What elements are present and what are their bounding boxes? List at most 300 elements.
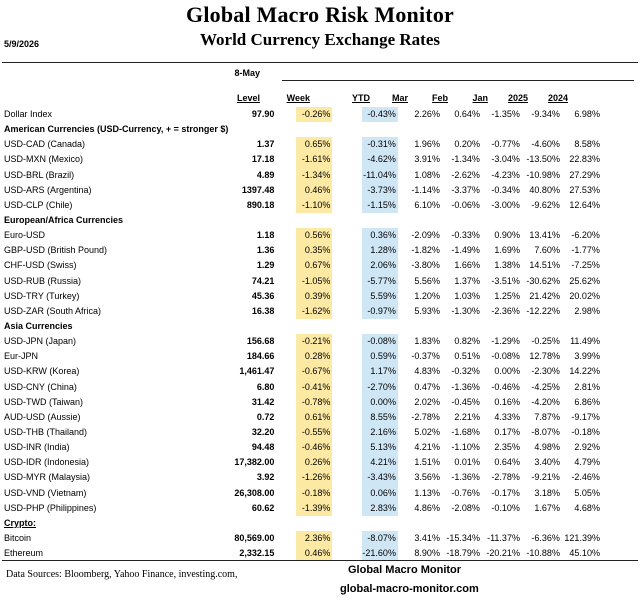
ytd-change-cell — [362, 516, 398, 531]
header-rule — [282, 80, 634, 81]
level-cell: 1,461.47 — [239, 366, 275, 377]
table-row — [2, 334, 600, 349]
spacer — [332, 243, 362, 258]
ytd-change-cell: 5.13% — [362, 440, 398, 455]
mar-change-cell: -1.14% — [411, 184, 440, 195]
y2024-change-cell: 2.92% — [574, 442, 600, 453]
y2025-change-cell: -6.36% — [531, 533, 560, 543]
spacer — [274, 364, 296, 379]
jan-change-cell: -0.77% — [491, 139, 520, 150]
y2024-change-cell: -2.46% — [571, 472, 600, 483]
week-change-cell: 2.36% — [296, 531, 332, 546]
spacer — [274, 470, 296, 485]
feb-change-cell: -1.10% — [451, 442, 480, 453]
mar-change-cell: 1.83% — [414, 336, 440, 347]
ytd-change-cell: -1.15% — [362, 198, 398, 213]
table-row — [2, 486, 600, 501]
mar-change-cell: -0.37% — [411, 351, 440, 362]
spacer — [274, 455, 296, 470]
y2024-change-cell: -6.20% — [571, 230, 600, 241]
feb-change-cell — [440, 516, 480, 531]
data-sources: Data Sources: Bloomberg, Yahoo Finance, investing.com, — [6, 569, 238, 580]
y2025-change-cell — [520, 516, 560, 531]
jan-change-cell: 0.16% — [494, 396, 520, 407]
level-cell: 0.72 — [256, 411, 275, 422]
fx-table — [2, 107, 600, 561]
mar-change-cell: 1.13% — [414, 487, 440, 498]
row-label: USD-KRW (Korea) — [4, 366, 80, 377]
y2025-change-cell: 13.41% — [529, 230, 560, 241]
level-cell: 16.38 — [251, 305, 275, 316]
mar-change-cell — [402, 319, 440, 334]
level-cell: 17,382.00 — [234, 457, 275, 468]
spacer — [274, 304, 296, 319]
mar-change-cell: -1.82% — [411, 245, 440, 256]
row-label: USD-THB (Thailand) — [4, 427, 88, 438]
table-row — [2, 168, 600, 183]
section-header — [2, 213, 600, 228]
level-cell: 26,308.00 — [234, 487, 275, 498]
spacer — [274, 183, 296, 198]
y2024-change-cell: 6.98% — [574, 109, 600, 120]
spacer — [274, 243, 296, 258]
ytd-change-cell — [362, 319, 398, 334]
week-change-cell: 0.46% — [296, 183, 332, 198]
spacer — [332, 349, 362, 364]
page-subtitle: World Currency Exchange Rates — [199, 30, 441, 49]
mar-change-cell: -2.78% — [411, 411, 440, 422]
feb-change-cell: 1.37% — [454, 275, 480, 286]
spacer — [332, 380, 362, 395]
spacer — [274, 152, 296, 167]
ytd-change-cell: -5.77% — [362, 274, 398, 289]
y2024-change-cell: 45.10% — [569, 548, 600, 559]
level-cell: 32.20 — [251, 427, 275, 438]
spacer — [332, 183, 362, 198]
feb-change-cell: 1.66% — [454, 260, 480, 271]
row-label: USD-ARS (Argentina) — [4, 184, 92, 195]
ytd-change-cell: -0.43% — [362, 107, 398, 122]
spacer — [274, 410, 296, 425]
level-cell — [228, 213, 274, 228]
mar-change-cell — [402, 122, 440, 137]
spacer — [332, 289, 362, 304]
level-cell: 60.62 — [251, 502, 275, 513]
ytd-change-cell: -2.70% — [362, 380, 398, 395]
table-row — [2, 198, 600, 213]
spacer — [332, 107, 362, 122]
spacer — [274, 213, 296, 228]
level-cell — [228, 319, 274, 334]
section-label: Asia Currencies — [4, 321, 73, 332]
spacer — [332, 152, 362, 167]
col-header-jan: Jan — [472, 93, 488, 103]
table-row — [2, 228, 600, 243]
week-change-cell: -0.18% — [296, 486, 332, 501]
level-cell — [228, 122, 274, 137]
spacer — [274, 258, 296, 273]
row-label: USD-INR (India) — [4, 442, 70, 453]
feb-change-cell: 0.01% — [454, 457, 480, 468]
y2024-change-cell — [560, 213, 600, 228]
week-change-cell: -0.67% — [296, 364, 332, 379]
jan-change-cell — [480, 213, 520, 228]
y2025-change-cell: -12.22% — [526, 305, 560, 316]
level-cell: 1.29 — [256, 260, 275, 271]
col-header-level: Level — [236, 93, 260, 103]
jan-change-cell: 0.17% — [494, 427, 520, 438]
feb-change-cell: 0.82% — [454, 336, 480, 347]
spacer — [332, 410, 362, 425]
feb-change-cell: -1.36% — [451, 381, 480, 392]
table-row — [2, 470, 600, 485]
ytd-change-cell: 0.36% — [362, 228, 398, 243]
jan-change-cell: -1.29% — [491, 336, 520, 347]
week-change-cell: -1.61% — [296, 152, 332, 167]
feb-change-cell: 1.03% — [454, 290, 480, 301]
feb-change-cell: -1.30% — [451, 305, 480, 316]
row-label: USD-TWD (Taiwan) — [4, 396, 84, 407]
level-cell — [228, 516, 274, 531]
col-header-2024: 2024 — [547, 93, 568, 103]
y2025-change-cell: 40.80% — [529, 184, 560, 195]
mar-change-cell: 5.56% — [414, 275, 440, 286]
mar-change-cell: 3.91% — [414, 154, 440, 165]
jan-change-cell: 0.00% — [494, 366, 520, 377]
spacer — [332, 425, 362, 440]
level-date-label: 8-May — [234, 68, 260, 78]
y2025-change-cell — [520, 122, 560, 137]
feb-change-cell: -18.79% — [446, 548, 480, 559]
top-rule — [2, 62, 638, 63]
level-cell: 74.21 — [251, 275, 275, 286]
y2025-change-cell: -10.88% — [526, 548, 560, 559]
mar-change-cell: 4.21% — [414, 442, 440, 453]
ytd-change-cell — [362, 122, 398, 137]
y2024-change-cell: -7.25% — [571, 260, 600, 271]
level-cell: 156.68 — [246, 336, 275, 347]
section-label: American Currencies (USD-Currency, + = stronger $) — [4, 124, 229, 135]
y2024-change-cell: 14.22% — [569, 366, 600, 377]
level-cell: 3.92 — [256, 472, 275, 483]
row-label: USD-CAD (Canada) — [4, 139, 86, 150]
y2025-change-cell: 21.42% — [529, 290, 560, 301]
col-header-mar: Mar — [391, 93, 408, 103]
week-change-cell: 0.39% — [296, 289, 332, 304]
table-row — [2, 304, 600, 319]
table-row — [2, 243, 600, 258]
spacer — [332, 274, 362, 289]
mar-change-cell: -3.80% — [411, 260, 440, 271]
ytd-change-cell: 5.59% — [362, 289, 398, 304]
table-row — [2, 380, 600, 395]
col-header-ytd: YTD — [352, 93, 370, 103]
row-label: USD-ZAR (South Africa) — [4, 305, 102, 316]
y2024-change-cell: 5.05% — [574, 487, 600, 498]
row-label: USD-VND (Vietnam) — [4, 487, 87, 498]
y2024-change-cell: 12.64% — [569, 199, 600, 210]
row-label: USD-IDR (Indonesia) — [4, 457, 90, 468]
table-row — [2, 501, 600, 516]
y2024-change-cell: 22.83% — [569, 154, 600, 165]
table-row — [2, 152, 600, 167]
spacer — [274, 486, 296, 501]
spacer — [274, 274, 296, 289]
brand-name: Global Macro Monitor — [348, 564, 462, 576]
feb-change-cell: -15.34% — [446, 533, 480, 543]
spacer — [274, 228, 296, 243]
jan-change-cell: 0.64% — [494, 457, 520, 468]
spacer — [332, 395, 362, 410]
jan-change-cell: -2.36% — [491, 305, 520, 316]
jan-change-cell: -20.21% — [486, 548, 520, 559]
y2025-change-cell: 14.51% — [529, 260, 560, 271]
spacer — [274, 425, 296, 440]
bottom-rule — [2, 560, 638, 561]
jan-change-cell — [480, 516, 520, 531]
feb-change-cell: -2.08% — [451, 502, 480, 513]
jan-change-cell: -4.23% — [491, 169, 520, 180]
week-change-cell: 0.65% — [296, 137, 332, 152]
spacer — [332, 516, 362, 531]
spacer — [274, 319, 296, 334]
ytd-change-cell: 0.00% — [362, 395, 398, 410]
mar-change-cell: 5.93% — [414, 305, 440, 316]
level-cell: 890.18 — [246, 199, 275, 210]
y2024-change-cell: 25.62% — [569, 275, 600, 286]
level-cell: 45.36 — [251, 290, 275, 301]
week-change-cell: 0.67% — [296, 258, 332, 273]
spacer — [274, 440, 296, 455]
y2024-change-cell: 27.53% — [569, 184, 600, 195]
level-cell: 184.66 — [246, 351, 275, 362]
y2025-change-cell: 4.98% — [534, 442, 560, 453]
spacer — [332, 455, 362, 470]
table-row — [2, 410, 600, 425]
level-cell: 97.90 — [251, 109, 275, 120]
ytd-change-cell: 1.28% — [362, 243, 398, 258]
jan-change-cell: 4.33% — [494, 411, 520, 422]
mar-change-cell: -2.09% — [411, 230, 440, 241]
jan-change-cell: -1.35% — [491, 109, 520, 120]
jan-change-cell: 1.25% — [494, 290, 520, 301]
feb-change-cell: -0.32% — [451, 366, 480, 377]
ytd-change-cell: 8.55% — [362, 410, 398, 425]
spacer — [274, 531, 296, 546]
y2025-change-cell — [520, 319, 560, 334]
spacer — [274, 380, 296, 395]
spacer — [332, 319, 362, 334]
jan-change-cell: -0.46% — [491, 381, 520, 392]
spacer — [332, 364, 362, 379]
table-row — [2, 546, 600, 561]
ytd-change-cell: 0.59% — [362, 349, 398, 364]
level-cell: 17.18 — [251, 154, 275, 165]
feb-change-cell: -3.37% — [451, 184, 480, 195]
spacer — [332, 440, 362, 455]
col-header-week: Week — [286, 93, 310, 103]
week-change-cell: 0.46% — [296, 546, 332, 561]
ytd-change-cell: 2.83% — [362, 501, 398, 516]
y2024-change-cell — [560, 122, 600, 137]
mar-change-cell: 5.02% — [414, 427, 440, 438]
spacer — [332, 501, 362, 516]
y2024-change-cell — [560, 516, 600, 531]
week-change-cell: -1.05% — [296, 274, 332, 289]
week-change-cell: -0.26% — [296, 107, 332, 122]
table-row — [2, 395, 600, 410]
y2024-change-cell: 4.79% — [574, 457, 600, 468]
row-label: USD-TRY (Turkey) — [4, 290, 80, 301]
ytd-change-cell: -11.04% — [362, 168, 398, 183]
level-cell: 1.37 — [256, 139, 275, 150]
y2024-change-cell: 2.81% — [574, 381, 600, 392]
ytd-change-cell: -21.60% — [362, 546, 398, 561]
spacer — [332, 198, 362, 213]
spacer — [274, 107, 296, 122]
y2024-change-cell: 2.98% — [574, 305, 600, 316]
ytd-change-cell: 2.06% — [362, 258, 398, 273]
week-change-cell: -1.26% — [296, 470, 332, 485]
week-change-cell: 0.56% — [296, 228, 332, 243]
row-label: USD-PHP (Philippines) — [4, 502, 97, 513]
jan-change-cell: 0.90% — [494, 230, 520, 241]
spacer — [274, 122, 296, 137]
row-label: AUD-USD (Aussie) — [4, 411, 81, 422]
spacer — [274, 349, 296, 364]
table-row — [2, 137, 600, 152]
jan-change-cell: -0.34% — [491, 184, 520, 195]
y2025-change-cell: 7.60% — [534, 245, 560, 256]
level-cell: 4.89 — [256, 169, 275, 180]
spacer — [332, 168, 362, 183]
level-cell: 2,332.15 — [239, 548, 275, 559]
spacer — [332, 122, 362, 137]
y2025-change-cell: -2.30% — [531, 366, 560, 377]
ytd-change-cell: 0.06% — [362, 486, 398, 501]
week-change-cell: 0.35% — [296, 243, 332, 258]
jan-change-cell: -3.00% — [491, 199, 520, 210]
y2024-change-cell — [560, 319, 600, 334]
ytd-change-cell: -3.43% — [362, 470, 398, 485]
week-change-cell: -0.78% — [296, 395, 332, 410]
jan-change-cell: 1.38% — [494, 260, 520, 271]
row-label: Bitcoin — [4, 533, 32, 543]
page-title: Global Macro Risk Monitor — [186, 2, 454, 27]
row-label: Eur-JPN — [4, 351, 39, 362]
spacer — [274, 395, 296, 410]
jan-change-cell: -0.08% — [491, 351, 520, 362]
table-row — [2, 258, 600, 273]
table-row — [2, 183, 600, 198]
table-row — [2, 349, 600, 364]
y2025-change-cell: -10.98% — [526, 169, 560, 180]
spacer — [274, 501, 296, 516]
spacer — [274, 546, 296, 561]
y2025-change-cell: -13.50% — [526, 154, 560, 165]
mar-change-cell: 4.86% — [414, 502, 440, 513]
feb-change-cell: -1.68% — [451, 427, 480, 438]
mar-change-cell: 3.56% — [414, 472, 440, 483]
week-change-cell — [296, 516, 332, 531]
feb-change-cell: 0.20% — [454, 139, 480, 150]
mar-change-cell — [402, 213, 440, 228]
week-change-cell — [296, 319, 332, 334]
y2024-change-cell: 20.02% — [569, 290, 600, 301]
table-row — [2, 107, 600, 122]
jan-change-cell: 2.35% — [494, 442, 520, 453]
y2025-change-cell: -4.60% — [531, 139, 560, 150]
ytd-change-cell: -4.62% — [362, 152, 398, 167]
ytd-change-cell: 4.21% — [362, 455, 398, 470]
mar-change-cell: 1.08% — [414, 169, 440, 180]
level-cell: 31.42 — [251, 396, 275, 407]
ytd-change-cell — [362, 213, 398, 228]
row-label: USD-CLP (Chile) — [4, 199, 73, 210]
table-row — [2, 440, 600, 455]
row-label: Ethereum — [4, 548, 44, 559]
spacer — [332, 546, 362, 561]
y2024-change-cell: -9.17% — [571, 411, 600, 422]
col-header-2025: 2025 — [507, 93, 528, 103]
spacer — [332, 304, 362, 319]
feb-change-cell: -0.06% — [451, 199, 480, 210]
row-label: GBP-USD (British Pound) — [4, 245, 108, 256]
feb-change-cell: -1.34% — [451, 154, 480, 165]
row-label: USD-MXN (Mexico) — [4, 154, 84, 165]
mar-change-cell: 3.41% — [414, 533, 440, 543]
jan-change-cell: -11.37% — [487, 533, 520, 543]
table-row — [2, 455, 600, 470]
row-label: USD-BRL (Brazil) — [4, 169, 75, 180]
week-change-cell: -0.46% — [296, 440, 332, 455]
jan-change-cell: -3.51% — [491, 275, 520, 286]
mar-change-cell: 2.26% — [414, 109, 440, 120]
ytd-change-cell: 1.17% — [362, 364, 398, 379]
y2025-change-cell: 3.18% — [534, 487, 560, 498]
spacer — [332, 470, 362, 485]
y2024-change-cell: 4.68% — [574, 502, 600, 513]
y2025-change-cell: 1.67% — [534, 502, 560, 513]
section-header — [2, 122, 600, 137]
mar-change-cell: 1.96% — [414, 139, 440, 150]
brand-url: global-macro-monitor.com — [340, 583, 479, 595]
jan-change-cell — [480, 319, 520, 334]
row-label: Euro-USD — [4, 230, 46, 241]
y2024-change-cell: 11.49% — [570, 336, 600, 347]
section-header — [2, 319, 600, 334]
table-row — [2, 531, 600, 546]
y2025-change-cell: -0.25% — [531, 336, 560, 347]
jan-change-cell: -0.10% — [491, 502, 520, 513]
jan-change-cell — [480, 122, 520, 137]
row-label: USD-CNY (China) — [4, 381, 77, 392]
mar-change-cell: 1.20% — [414, 290, 440, 301]
feb-change-cell — [440, 122, 480, 137]
row-label: CHF-USD (Swiss) — [4, 260, 77, 271]
row-label: Dollar Index — [4, 109, 53, 120]
mar-change-cell: 6.10% — [414, 199, 440, 210]
jan-change-cell: -0.17% — [491, 487, 520, 498]
y2024-change-cell: -1.77% — [571, 245, 600, 256]
y2025-change-cell: -9.62% — [531, 199, 560, 210]
level-cell: 6.80 — [256, 381, 275, 392]
week-change-cell: -1.39% — [296, 501, 332, 516]
ytd-change-cell: -0.97% — [362, 304, 398, 319]
level-cell: 80,569.00 — [234, 533, 275, 543]
week-change-cell: -0.41% — [296, 380, 332, 395]
y2025-change-cell: -30.62% — [526, 275, 560, 286]
